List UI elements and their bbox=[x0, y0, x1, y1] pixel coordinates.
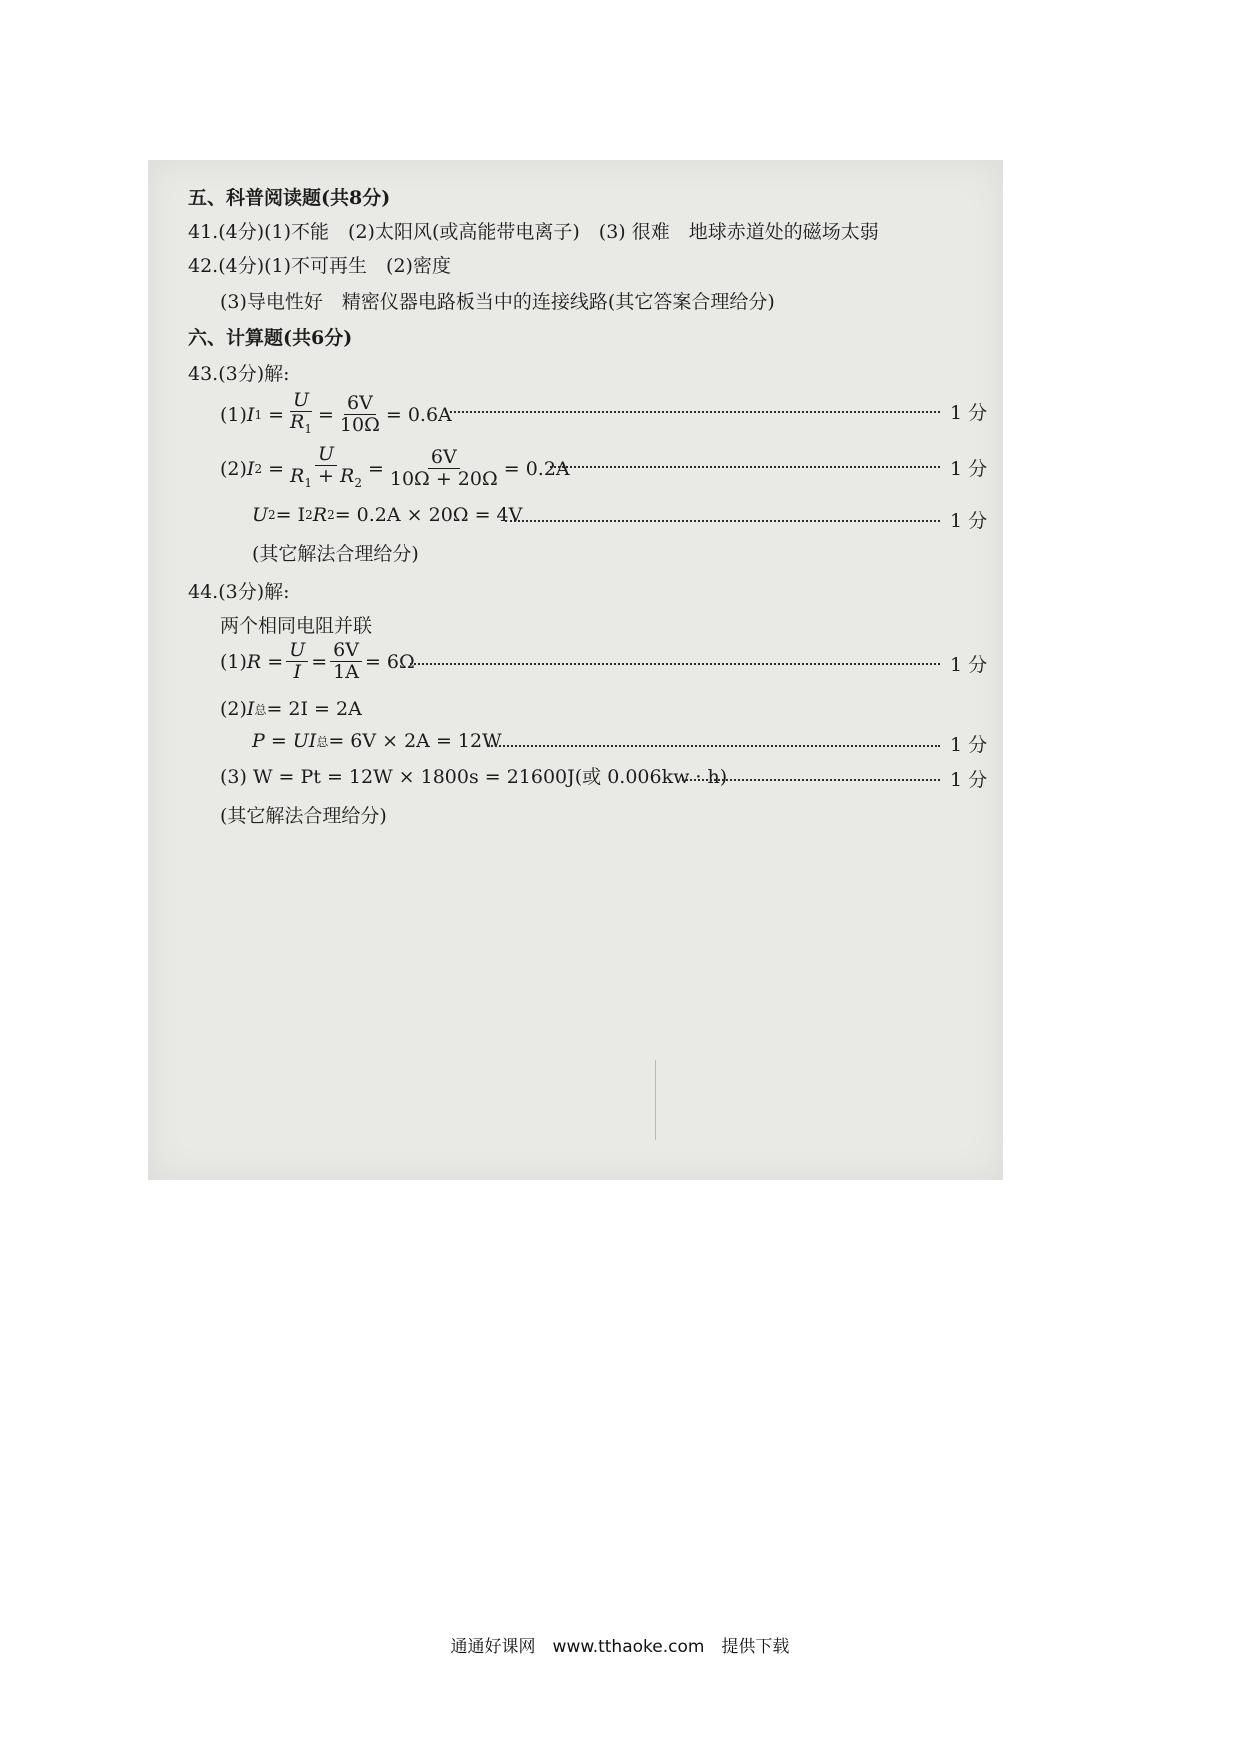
q41-answer: 41.(4分)(1)不能 (2)太阳风(或高能带电离子) (3) 很难 地球赤道处的磁场太弱 bbox=[188, 221, 879, 243]
faint-divider bbox=[655, 1060, 656, 1140]
q42-answer-line2: (3)导电性好 精密仪器电路板当中的连接线路(其它答案合理给分) bbox=[220, 291, 775, 313]
q43-step2-score: 1 分 bbox=[950, 458, 988, 480]
q44-step2a-equation: (2) I 总 = 2I = 2A bbox=[220, 698, 362, 720]
q43-step3-equation: U 2 = I 2 R 2 = 0.2A × 20Ω = 4V bbox=[252, 504, 523, 526]
q43-step1-score: 1 分 bbox=[950, 402, 988, 424]
fraction-u-over-r1: $\frac{U}{R_1}$ bbox=[290, 389, 312, 436]
fraction-u-over-i: $\frac{U}{I}$ bbox=[286, 640, 308, 683]
section5-title: 五、科普阅读题(共8分) bbox=[188, 187, 391, 209]
fraction-6v-over-1a: $\frac{6V}{1A}$ bbox=[330, 640, 362, 683]
q44-step3-score: 1 分 bbox=[950, 769, 988, 791]
download-source-footer: 通通好课网 www.tthaoke.com 提供下载 bbox=[450, 1637, 790, 1657]
leader-dots bbox=[505, 520, 940, 522]
q44-note: (其它解法合理给分) bbox=[220, 805, 387, 827]
q44-head: 44.(3分)解: bbox=[188, 581, 290, 603]
fraction-u-over-r1-plus-r2: $\frac{U}{R_1 + R_2}$ bbox=[290, 443, 362, 490]
leader-dots bbox=[410, 663, 940, 665]
q44-intro: 两个相同电阻并联 bbox=[220, 615, 373, 637]
q44-step1-equation: (1) R = $\frac{U}{I}$ = $\frac{6V}{1A}$ = 6Ω bbox=[220, 639, 415, 683]
leader-dots bbox=[550, 466, 940, 468]
fraction-6v-over-10ohm: $\frac{6V}{10\Omega}$ bbox=[339, 392, 380, 437]
q43-head: 43.(3分)解: bbox=[188, 363, 290, 385]
q43-note: (其它解法合理给分) bbox=[252, 543, 419, 565]
q44-step2b-score: 1 分 bbox=[950, 734, 988, 756]
leader-dots bbox=[445, 411, 940, 413]
q44-step3-equation: (3) W = Pt = 12W × 1800s = 21600J(或 0.006kw · h) bbox=[220, 766, 728, 788]
section6-title: 六、计算题(共6分) bbox=[188, 327, 353, 349]
q44-step1-score: 1 分 bbox=[950, 654, 988, 676]
q43-step3-score: 1 分 bbox=[950, 510, 988, 532]
q42-answer-line1: 42.(4分)(1)不可再生 (2)密度 bbox=[188, 255, 451, 277]
fraction-6v-over-30ohm: $\frac{6V}{10\Omega + 20\Omega}$ bbox=[389, 446, 498, 491]
leader-dots bbox=[682, 779, 940, 781]
q44-step2b-equation: P = UI 总 = 6V × 2A = 12W bbox=[252, 730, 502, 752]
q43-step1-equation: (1) I 1 = $\frac{U}{R_1}$ = $\frac{6V}{10\Omega}$ = 0.6A bbox=[220, 390, 452, 440]
q43-step2-equation: (2) I 2 = $\frac{U}{R_1 + R_2}$ = $\frac{6V}{10\Omega + 20\Omega}$ = 0.2A bbox=[220, 444, 570, 494]
leader-dots bbox=[488, 745, 940, 747]
